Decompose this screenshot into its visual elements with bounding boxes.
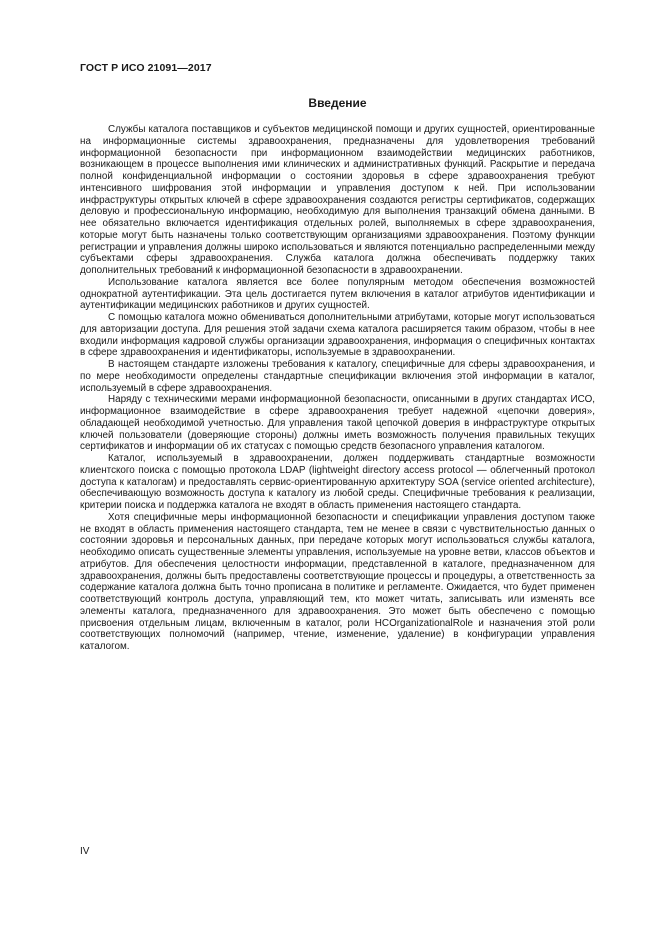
paragraph: Каталог, используемый в здравоохранении, должен поддерживать стандартные возможности клиентского поиска с помощью протокола LDAP (lightweight directory access protocol — облегченный протокол доступа к каталогам) и предоставлять сервис-ориентированную архитектуру SOA (service oriented architecture), обеспечивающую возможность доступа к каталогу из любой среды. Специфичные требования к реализации, критерии поиска и поддержка каталога не входят в область применения настоящего стандарта. xyxy=(80,453,595,511)
body-text xyxy=(80,124,595,653)
page-number: IV xyxy=(80,846,90,857)
paragraph: Хотя специфичные меры информационной безопасности и спецификации управления доступом также не входят в область применения настоящего стандарта, тем не менее в связи с чувствительностью данных о состоянии здоровья и персональных данных, при передаче которых могут использоваться службы каталога, необходимо описать существенные элементы управления, используемые на уровне ветви, классов объектов и атрибутов. Для обеспечения целостности информации, представленной в каталоге, предназначенном для здравоохранения, должны быть предоставлены соответствующие процессы и процедуры, а ответственность за содержание каталога должна быть точно прописана в политике и регламенте. Ожидается, что будет применен соответствующий контроль доступа, управляющий тем, кто может читать, записывать или изменять все элементы каталога, предназначенного для здравоохранения. Это может быть обеспечено с помощью присвоения отдельным лицам, включенным в каталог, роли HCOrganizationalRole и назначения этой роли соответствующих полномочий (например, чтение, изменение, удаление) в конфигурации управления каталогом. xyxy=(80,511,595,652)
section-title: Введение xyxy=(308,96,367,110)
paragraph: В настоящем стандарте изложены требования к каталогу, специфичные для сферы здравоохранения, и по мере необходимости определены стандартные спецификации включения этой информации в каталог, используемый в сфере здравоохранения. xyxy=(80,359,595,394)
paragraph: Наряду с техническими мерами информационной безопасности, описанными в других стандартах ИСО, информационное взаимодействие в сфере здравоохранения требует надежной «цепочки доверия», обладающей необходимой учетностью. Для управления такой цепочкой доверия в инфраструктуре открытых ключей пользователи (доверяющие стороны) должны иметь возможность получения правильных текущих сертификатов и информации об их статусах с помощью средств безопасного управления каталогом. xyxy=(80,394,595,453)
paragraph: Службы каталога поставщиков и субъектов медицинской помощи и других сущностей, ориентированные на информационные системы здравоохранения, предназначены для удовлетворения требований информационной безопасности при информационном взаимодействии медицинских работников, возникающем в процессе выполнения ими клинических и административных функций. Раскрытие и передача полной конфиденциальной информации о состоянии здоровья в сфере здравоохранения требуют интенсивного шифрования этой информации и управления доступом к ней. При использовании инфраструктуры открытых ключей в сфере здравоохранения создаются регистры сертификатов, содержащих деловую и профессиональную информацию, необходимую для выполнения транзакций обмена данными. В нее обязательно включается идентификация отдельных ролей, выполняемых в сфере здравоохранения, которые могут быть назначены только соответствующим организациями здравоохранения. Поэтому функции регистрации и управления должны широко использоваться и являются потенциально распределенными между субъектами сферы здравоохранения. Служба каталога должна обеспечивать поддержку таких дополнительных требований к информационной безопасности в здравоохранении. xyxy=(80,124,595,276)
paragraph: Использование каталога является все более популярным методом обеспечения возможностей однократной аутентификации. Эта цель достигается путем включения в каталог атрибутов идентификации и аутентификации медицинских работников и других сущностей. xyxy=(80,276,595,312)
standard-header: ГОСТ Р ИСО 21091—2017 xyxy=(80,62,212,74)
paragraph: С помощью каталога можно обмениваться дополнительными атрибутами, которые могут использоваться для авторизации доступа. Для решения этой задачи схема каталога расширяется таким образом, чтобы в нее входили информация кадровой службы организации здравоохранения, информация о специфичных контактах в сфере здравоохранения и идентификаторы, используемые в здравоохранении. xyxy=(80,312,595,359)
